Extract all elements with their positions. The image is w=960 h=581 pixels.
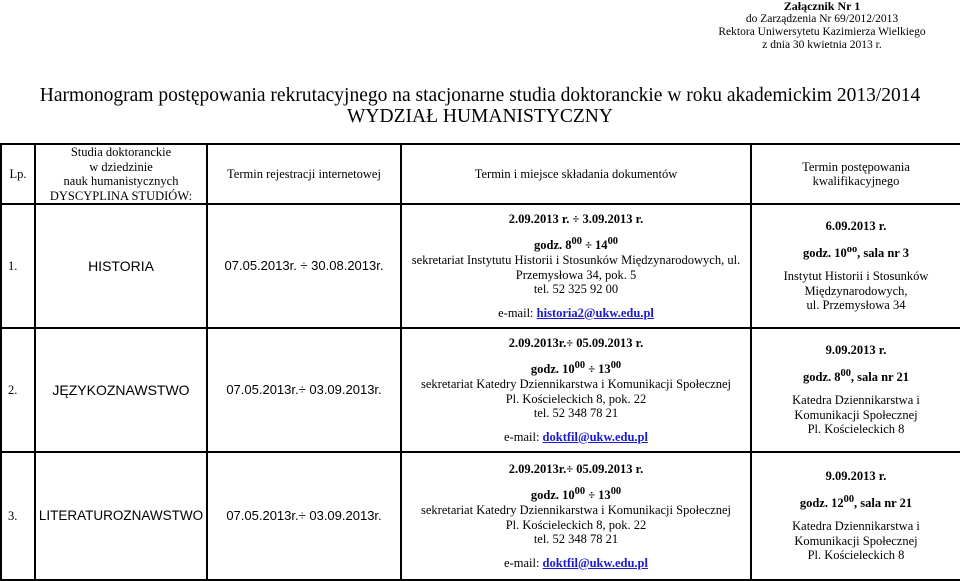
row-number: 3. xyxy=(1,452,35,580)
row-number: 1. xyxy=(1,204,35,328)
document-email-line xyxy=(402,306,750,321)
document-dates: 2.09.2013r.÷ 05.09.2013 r. xyxy=(508,335,644,350)
table-row xyxy=(1,328,960,452)
header-line: kwalifikacyjnego xyxy=(812,174,900,188)
email-link[interactable]: historia2@ukw.edu.pl xyxy=(536,305,654,320)
qualification-time: godz. $8^{00}$, sala nr 21 xyxy=(802,367,910,384)
document-place: Pl. Kościeleckich 8, pok. 22 xyxy=(505,517,647,532)
faculty-title: WYDZIAŁ HUMANISTYCZNY xyxy=(347,106,613,127)
document-title: Harmonogram postępowania rekrutacyjnego na stacjonarne studia doktoranckie w roku akademickim 2013/2014 xyxy=(39,85,921,106)
header-discipline xyxy=(35,144,207,204)
discipline-name: LITERATUROZNAWSTWO xyxy=(35,452,207,580)
document-hours: godz. $10^{00} \div 13^{00}$ xyxy=(530,486,622,503)
documents-cell xyxy=(401,204,751,328)
email-label: e-mail: xyxy=(504,429,543,444)
annex-line: Rektora Uniwersytetu Kazimierza Wielkiego xyxy=(718,26,926,38)
email-link[interactable]: doktfil@ukw.edu.pl xyxy=(542,429,648,444)
qualification-date: 9.09.2013 r. xyxy=(825,469,887,484)
header-line: Studia doktoranckie xyxy=(70,145,172,159)
qualification-cell xyxy=(751,328,960,452)
qualification-place: ul. Przemysłowa 34 xyxy=(806,298,906,313)
discipline-name: JĘZYKOZNAWSTWO xyxy=(35,328,207,452)
document-phone: tel. 52 348 78 21 xyxy=(533,532,619,547)
qualification-date: 6.09.2013 r. xyxy=(825,219,887,234)
qualification-place: Katedra Dziennikarstwa i xyxy=(792,393,920,408)
annex-number: Załącznik Nr 1 xyxy=(783,0,861,13)
document-place: sekretariat Katedry Dziennikarstwa i Komunikacji Społecznej xyxy=(421,503,731,518)
header-line: Termin postępowania xyxy=(802,159,910,174)
registration-dates: 07.05.2013r.÷ 03.09.2013r. xyxy=(207,328,401,452)
qualification-place: Międzynarodowych, xyxy=(804,283,908,298)
header-line: nauk humanistycznych xyxy=(63,174,179,188)
document-dates: 2.09.2013r.÷ 05.09.2013 r. xyxy=(508,461,644,476)
document-phone: tel. 52 325 92 00 xyxy=(533,282,619,297)
qualification-cell xyxy=(751,452,960,580)
header-registration: Termin rejestracji internetowej xyxy=(207,144,401,204)
qualification-place: Komunikacji Społecznej xyxy=(794,407,918,422)
header-documents: Termin i miejsce składania dokumentów xyxy=(401,144,751,204)
header-lp: Lp. xyxy=(1,144,35,204)
qualification-time: godz. $10^{oo}$, sala nr 3 xyxy=(802,243,910,260)
document-place: Przemysłowa 34, pok. 5 xyxy=(515,267,637,282)
qualification-place: Katedra Dziennikarstwa i xyxy=(792,519,920,534)
document-phone: tel. 52 348 78 21 xyxy=(533,406,619,421)
header-qualification xyxy=(751,144,960,204)
qualification-place: Pl. Kościeleckich 8 xyxy=(807,422,905,437)
registration-dates: 07.05.2013r.÷ 03.09.2013r. xyxy=(207,452,401,580)
document-hours: godz. $8^{00} \div 14^{00}$ xyxy=(534,236,618,253)
row-number: 2. xyxy=(1,328,35,452)
annex-line: z dnia 30 kwietnia 2013 r. xyxy=(762,39,882,51)
schedule-table xyxy=(0,143,960,581)
annex-block xyxy=(692,0,952,52)
annex-line: do Zarządzenia Nr 69/2012/2013 xyxy=(745,13,899,25)
header-row xyxy=(1,144,960,204)
documents-cell xyxy=(401,452,751,580)
email-label: e-mail: xyxy=(498,305,537,320)
header-line: w dziedzinie xyxy=(89,159,153,174)
document-place: sekretariat Instytutu Historii i Stosunków Międzynarodowych, ul. xyxy=(411,253,741,268)
qualification-place: Komunikacji Społecznej xyxy=(794,533,918,548)
document-email-line xyxy=(402,556,750,571)
qualification-place: Pl. Kościeleckich 8 xyxy=(807,548,905,563)
qualification-date: 9.09.2013 r. xyxy=(825,343,887,358)
table-row xyxy=(1,204,960,328)
header-line: DYSCYPLINA STUDIÓW: xyxy=(49,188,193,203)
qualification-time: godz. $12^{00}$, sala nr 21 xyxy=(799,493,913,510)
document-place: sekretariat Katedry Dziennikarstwa i Komunikacji Społecznej xyxy=(421,377,731,392)
document-place: Pl. Kościeleckich 8, pok. 22 xyxy=(505,391,647,406)
document-dates: 2.09.2013 r. ÷ 3.09.2013 r. xyxy=(508,211,644,226)
email-link[interactable]: doktfil@ukw.edu.pl xyxy=(542,555,648,570)
registration-dates: 07.05.2013r. ÷ 30.08.2013r. xyxy=(207,204,401,328)
qualification-place: Instytut Historii i Stosunków xyxy=(783,269,929,284)
document-hours: godz. $10^{00} \div 13^{00}$ xyxy=(530,360,622,377)
email-label: e-mail: xyxy=(504,555,543,570)
document-email-line xyxy=(402,430,750,445)
qualification-cell xyxy=(751,204,960,328)
documents-cell xyxy=(401,328,751,452)
table-row xyxy=(1,452,960,580)
discipline-name: HISTORIA xyxy=(35,204,207,328)
